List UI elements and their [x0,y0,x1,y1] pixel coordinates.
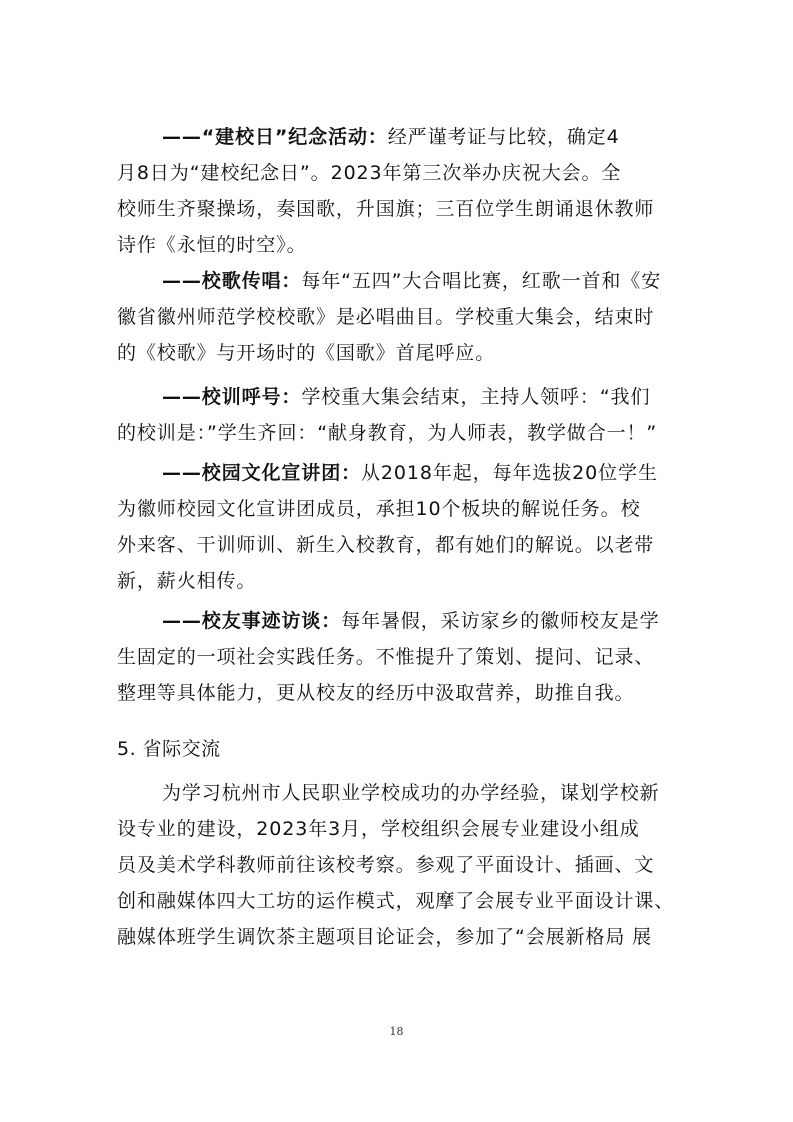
paragraph-line: ——校训呼号：学校重大集会结束，主持人领呼：“我们 [162,386,651,408]
paragraph-line: 月8日为“建校纪念日”。2023年第三次举办庆祝大会。全 [117,162,622,184]
paragraph-line: 校师生齐聚操场，奏国歌，升国旗；三百位学生朗诵退休教师 [117,198,655,220]
paragraph-line: 生固定的一项社会实践任务。不惟提升了策划、提问、记录、 [117,646,655,668]
paragraph-line: ——校歌传唱：每年“五四”大合唱比赛，红歌一首和《安 [162,270,662,292]
paragraph-line: 融媒体班学生调饮茶主题项目论证会，参加了“会展新格局 展 [117,926,653,948]
paragraph-line: 员及美术学科教师前往该校考察。参观了平面设计、插画、文 [117,854,655,876]
paragraph-line: 外来客、干训师训、新生入校教育，都有她们的解说。以老带 [117,534,655,556]
paragraph-line: 为学习杭州市人民职业学校成功的办学经验，谋划学校新 [162,782,660,804]
paragraph-line: 为徽师校园文化宣讲团成员，承担10个板块的解说任务。校 [117,498,641,520]
paragraph-line: 徽省徽州师范学校校歌》是必唱曲目。学校重大集会，结束时 [117,306,655,328]
paragraph-line: 新，薪火相传。 [117,570,257,592]
paragraph-line: 设专业的建设，2023年3月，学校组织会展专业建设小组成 [117,818,640,840]
paragraph-line: 的《校歌》与开场时的《国歌》首尾呼应。 [117,342,496,364]
paragraph-line: ——“建校日”纪念活动：经严谨考证与比较，确定4 [162,126,620,148]
bold-lead: ——校友事迹访谈： [162,610,342,632]
paragraph-line: ——校园文化宣讲团：从2018年起，每年选拔20位学生 [162,462,658,484]
paragraph-line: ——校友事迹访谈：每年暑假，采访家乡的徽师校友是学 [162,610,660,632]
bold-lead: ——校歌传唱： [162,270,302,292]
paragraph-line: 整理等具体能力，更从校友的经历中汲取营养，助推自我。 [117,682,635,704]
paragraph-founding-day [117,124,697,258]
bold-lead: ——“建校日”纪念活动： [162,126,388,148]
paragraph-interprovincial-exchange [117,780,697,950]
paragraph-line: 创和融媒体四大工坊的运作模式，观摩了会展专业平面设计课、 [117,890,675,912]
paragraph-alumni-interviews [117,608,697,706]
paragraph-school-motto [117,384,697,446]
bold-lead: ——校训呼号： [162,386,302,408]
section-heading: 5. 省际交流 [117,738,221,760]
bold-lead: ——校园文化宣讲团： [162,462,362,484]
page-number: 18 [389,1025,404,1038]
paragraph-culture-team [117,460,697,594]
paragraph-school-song [117,268,697,366]
paragraph-line: 诗作《永恒的时空》。 [117,234,307,256]
paragraph-line: 的校训是：”学生齐回：“献身教育，为人师表，教学做合一！” [117,422,658,444]
